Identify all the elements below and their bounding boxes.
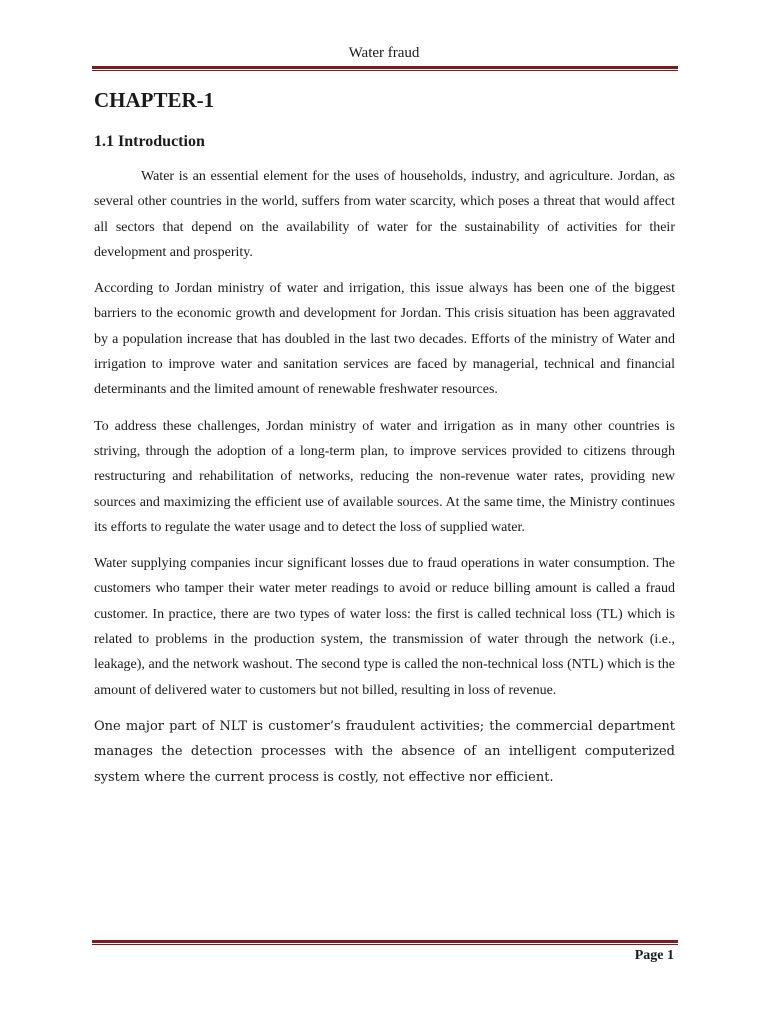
section-heading: 1.1 Introduction [94,133,205,150]
paragraph-1: Water is an essential element for the uses of households, industry, and agriculture. Jordan, as several other countries in the world, suffers from water scarcity, which poses a threat that would affect all sectors that depend on the availability of water for the sustainability of activities for their development and prosperity. [94,169,675,260]
paragraph-3: To address these challenges, Jordan ministry of water and irrigation as in many other countries is striving, through the adoption of a long-term plan, to improve services provided to citizens through restructuring and rehabilitation of networks, reducing the non-revenue water rates, providing new sources and maximizing the efficient use of available sources. At the same time, the Ministry continues its efforts to regulate the water usage and to detect the loss of supplied water. [94,418,675,535]
page-number: Page 1 [634,948,674,963]
paragraph-2: According to Jordan ministry of water and irrigation, this issue always has been one of the biggest barriers to the economic growth and development for Jordan. This crisis situation has been aggravated by a population increase that has doubled in the last two decades. Efforts of the ministry of Water and irrigation to improve water and sanitation services are faced by managerial, technical and financial determinants and the limited amount of renewable freshwater resources. [94,281,675,398]
footer-rule [92,940,678,945]
paragraph-4: Water supplying companies incur significant losses due to fraud operations in water consumption. The customers who tamper their water meter readings to avoid or reduce billing amount is called a fraud customer. In practice, there are two types of water loss: the first is called technical loss (TL) which is related to problems in the production system, the transmission of water through the network (i.e., leakage), and the network washout. The second type is called the non-technical loss (NTL) which is the amount of delivered water to customers but not billed, resulting in loss of revenue. [94,556,675,698]
header-rule [92,66,678,71]
chapter-title: CHAPTER-1 [94,88,215,112]
page-header-title: Water fraud [348,45,420,61]
paragraph-5: One major part of NLT is customer’s fraudulent activities; the commercial department manages the detection processes with the absence of an intelligent computerized system where the current process is costly, not effective nor efficient. [94,718,675,785]
body-text [94,164,675,801]
